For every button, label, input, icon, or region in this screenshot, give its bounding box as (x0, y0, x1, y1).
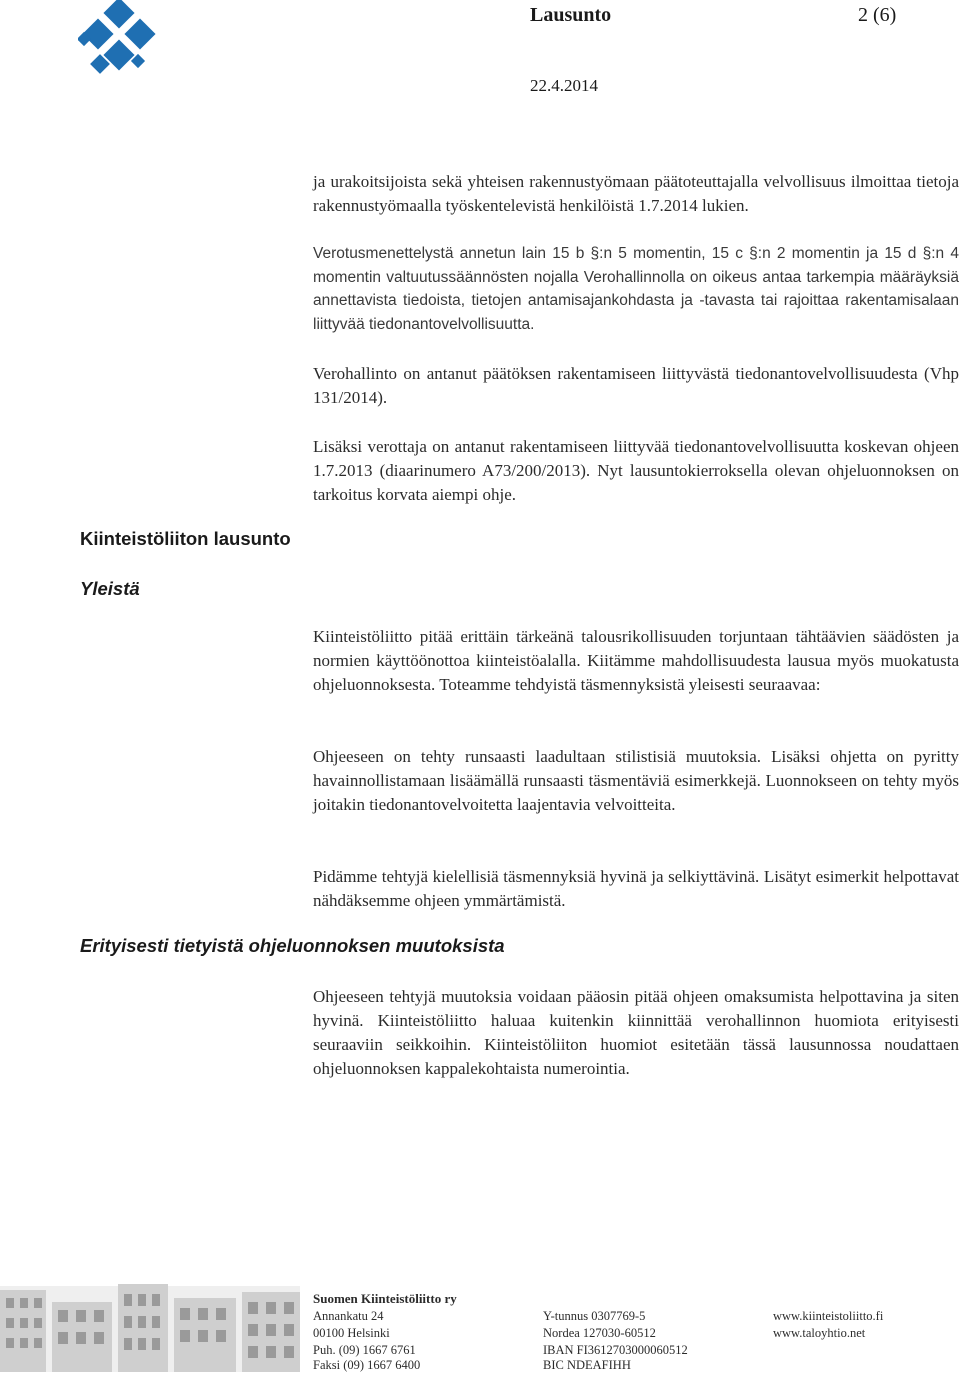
paragraph-1: ja urakoitsijoista sekä yhteisen rakennustyömaan päätoteuttajalla velvollisuus ilmoittaa tietoja rakennustyömaalla työskentelevistä henkilöistä 1.7.2014 lukien. (313, 172, 959, 215)
kiinteistoliitto-logo (78, 0, 168, 90)
paragraph-7: Pidämme tehtyjä kielellisiä täsmennyksiä hyvinä ja selkiyttävinä. Lisätyt esimerkit helpottavat nähdäksemme ohjeen ymmärtämistä. (313, 867, 959, 910)
footer-business-id: Y-tunnus 0307769-5 (543, 1309, 646, 1323)
paragraph-5: Kiinteistöliitto pitää erittäin tärkeänä talousrikollisuuden torjuntaan tähtäävien säädösten ja normien käyttöönottoa kiinteistöalalla. Kiitämme mahdollisuudesta lausua myös muokatusta ohjeluonnoksesta. Toteamme tehdyistä täsmennyksistä yleisesti seuraavaa: (313, 627, 959, 694)
footer-website-1[interactable]: www.kiinteistoliitto.fi (773, 1309, 884, 1323)
building-facade-illustration (0, 1280, 300, 1372)
paragraph-8: Ohjeeseen tehtyjä muutoksia voidaan pääosin pitää ohjeen omaksumista helpottavina ja siten hyvinä. Kiinteistöliitto haluaa kuitenkin kiinnittää verohallinnon huomiota erityisesti seuraaviin seikkoihin. Kiinteistöliiton huomiot esitetään tässä lausunnossa noudattaen ohjeluonnoksen kappalekohtaista numerointia. (313, 987, 959, 1078)
section-heading-lausunto: Kiinteistöliiton lausunto (80, 528, 291, 549)
paragraph-3: Verohallinto on antanut päätöksen rakentamiseen liittyvästä tiedonantovelvollisuudesta (Vhp 131/2014). (313, 364, 959, 407)
page-number: 2 (6) (858, 4, 897, 26)
paragraph-4: Lisäksi verottaja on antanut rakentamiseen liittyvää tiedonantovelvollisuutta koskevan ohjeen 1.7.2013 (diaarinumero A73/200/2013). Nyt lausuntokierroksella olevan ohjeluonnoksen on tarkoitus korvata aiempi ohje. (313, 437, 959, 504)
footer-fax: Faksi (09) 1667 6400 (313, 1358, 421, 1372)
footer-address-street: Annankatu 24 (313, 1309, 384, 1323)
footer-bic: BIC NDEAFIHH (543, 1358, 631, 1372)
document-type: Lausunto (530, 4, 612, 26)
footer-phone: Puh. (09) 1667 6761 (313, 1343, 416, 1357)
paragraph-6: Ohjeeseen on tehty runsaasti laadultaan stilistisiä muutoksia. Lisäksi ohjetta on pyritty havainnollistamaan lisäämällä runsaasti täsmentäviä esimerkkejä. Luonnokseen on tehty myös joitakin tiedonantovelvoitetta laajentavia velvoitteita. (313, 747, 959, 814)
section-heading-yleista: Yleistä (80, 578, 140, 599)
footer-address-city: 00100 Helsinki (313, 1326, 390, 1340)
section-heading-erityisesti: Erityisesti tietyistä ohjeluonnoksen muutoksista (80, 935, 505, 956)
footer-iban: IBAN FI3612703000060512 (543, 1343, 688, 1357)
paragraph-2: Verotusmenettelystä annetun lain 15 b §:n 5 momentin, 15 c §:n 2 momentin ja 15 d §:n 4 momentin valtuutussäännösten nojalla Verohallinnolla on oikeus antaa tarkempia määräyksiä annettavista tiedoista, tietojen antamisajankohdasta ja -tavasta tai rajoittaa rakentamisalaan liittyvää tiedonantovelvollisuutta. (313, 245, 959, 333)
document-date: 22.4.2014 (530, 76, 598, 95)
footer-bank-account: Nordea 127030-60512 (543, 1326, 656, 1340)
footer-website-2[interactable]: www.taloyhtio.net (773, 1326, 866, 1340)
footer-org-name: Suomen Kiinteistöliitto ry (313, 1291, 457, 1306)
